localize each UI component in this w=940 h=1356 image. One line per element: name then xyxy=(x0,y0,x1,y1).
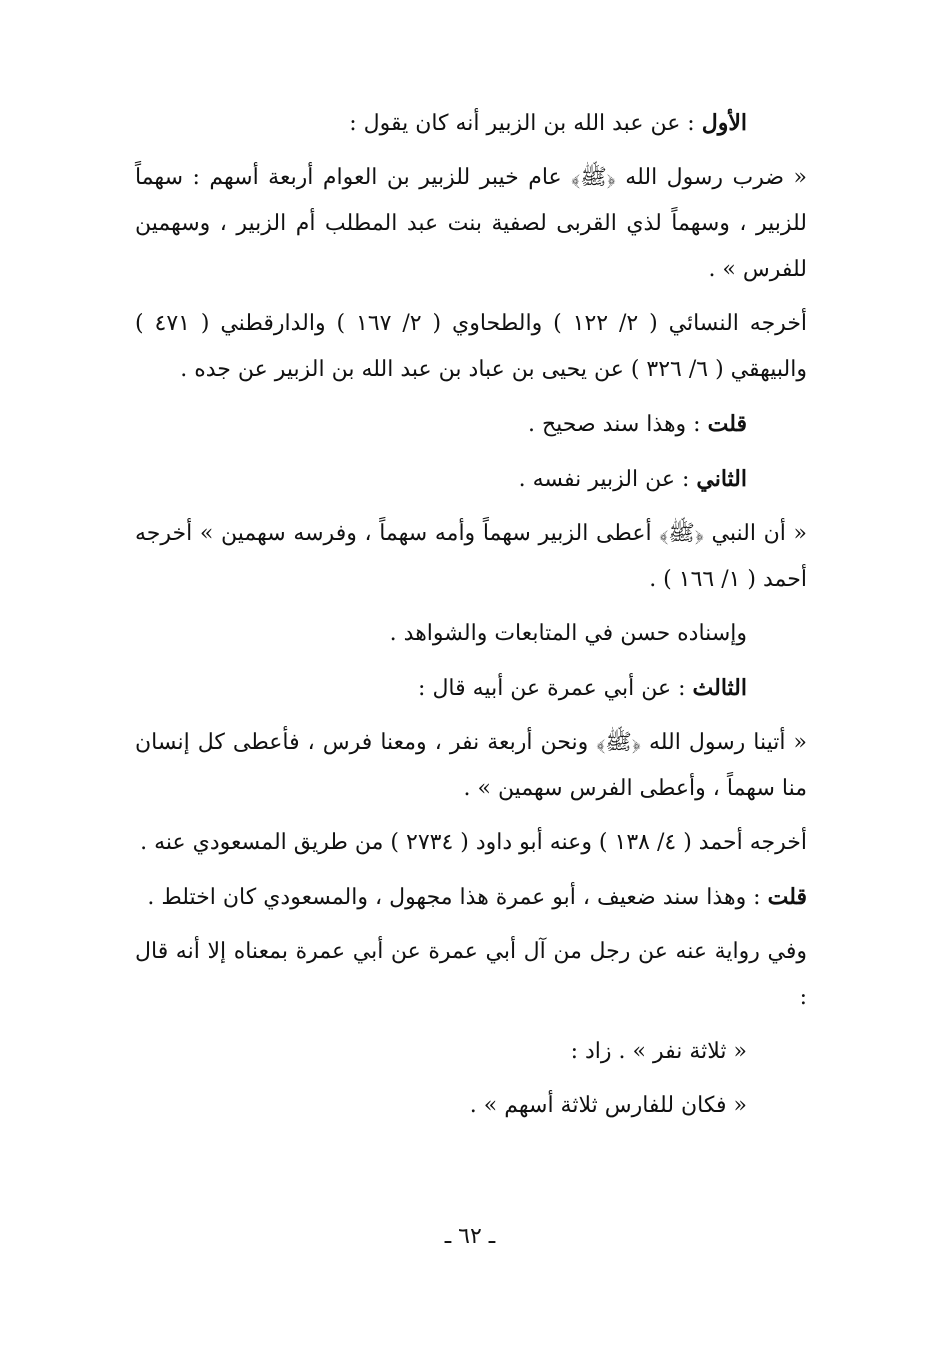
paragraph-text: : وهذا سند ضعيف ، أبو عمرة هذا مجهول ، والمسعودي كان اختلط . xyxy=(147,885,768,910)
paragraph-text: « ثلاثة نفر » . زاد : xyxy=(570,1039,747,1064)
paragraph-third-narration xyxy=(135,665,807,712)
paragraph-text: : عن عبد الله بن الزبير أنه كان يقول : xyxy=(349,111,702,136)
paragraph-lead: الثاني xyxy=(696,466,747,492)
paragraph-isnad-note xyxy=(135,611,807,657)
paragraph-text: « أن النبي ﴿ﷺ﴾ أعطى الزبير سهماً وأمه سهماً ، وفرسه سهمين » أخرجه أحمد ( ١/ ١٦٦ ) . xyxy=(135,521,807,592)
paragraph-hadith-quote-3 xyxy=(135,720,807,812)
paragraph-text: : عن الزبير نفسه . xyxy=(518,467,697,492)
paragraph-text: « ضرب رسول الله ﴿ﷺ﴾ عام خيبر للزبير بن العوام أربعة أسهم : سهماً للزبير ، وسهماً لذي القربى لصفية بنت عبد المطلب أم الزبير ، وسهمين للفرس » . xyxy=(135,165,807,282)
paragraph-verdict-1 xyxy=(135,401,807,448)
paragraph-text: أخرجه النسائي ( ٢/ ١٢٢ ) والطحاوي ( ٢/ ١٦٧ ) والدارقطني ( ٤٧١ ) والبيهقي ( ٦/ ٣٢٦ ) عن يحيى بن عباد بن عبد الله بن الزبير عن جده . xyxy=(135,311,808,382)
paragraph-text: « فكان للفارس ثلاثة أسهم » . xyxy=(469,1093,747,1118)
paragraph-text: وفي رواية عنه عن رجل من آل أبي عمرة عن أبي عمرة بمعناه إلا أنه قال : xyxy=(135,939,807,1010)
paragraph-second-narration xyxy=(135,456,807,503)
paragraph-takhrij-1 xyxy=(135,301,807,393)
paragraph-text: أخرجه أحمد ( ٤/ ١٣٨ ) وعنه أبو داود ( ٢٧٣٤ ) من طريق المسعودي عنه . xyxy=(140,830,807,855)
body-text xyxy=(135,100,807,1137)
paragraph-text: وإسناده حسن في المتابعات والشواهد . xyxy=(389,621,747,646)
paragraph-quote-addition-1 xyxy=(135,1029,807,1075)
paragraph-lead: قلت xyxy=(767,884,807,910)
paragraph-quote-addition-2 xyxy=(135,1083,807,1129)
paragraph-lead: الثالث xyxy=(692,675,747,701)
paragraph-text: « أتينا رسول الله ﴿ﷺ﴾ ونحن أربعة نفر ، ومعنا فرس ، فأعطى كل إنسان منا سهماً ، وأعطى الفرس سهمين » . xyxy=(135,730,807,801)
paragraph-lead: الأول xyxy=(701,110,747,136)
paragraph-hadith-quote-2 xyxy=(135,511,807,603)
paragraph-other-narration xyxy=(135,929,807,1021)
page-number: ـ ٦٢ ـ xyxy=(444,1224,496,1249)
paragraph-text: : وهذا سند صحيح . xyxy=(527,412,708,437)
paragraph-verdict-2 xyxy=(135,874,807,921)
paragraph-takhrij-2 xyxy=(135,820,807,866)
paragraph-text: : عن أبي عمرة عن أبيه قال : xyxy=(418,676,693,701)
paragraph-lead: قلت xyxy=(707,411,747,437)
paragraph-hadith-quote-1 xyxy=(135,155,807,293)
paragraph-first-narration xyxy=(135,100,807,147)
